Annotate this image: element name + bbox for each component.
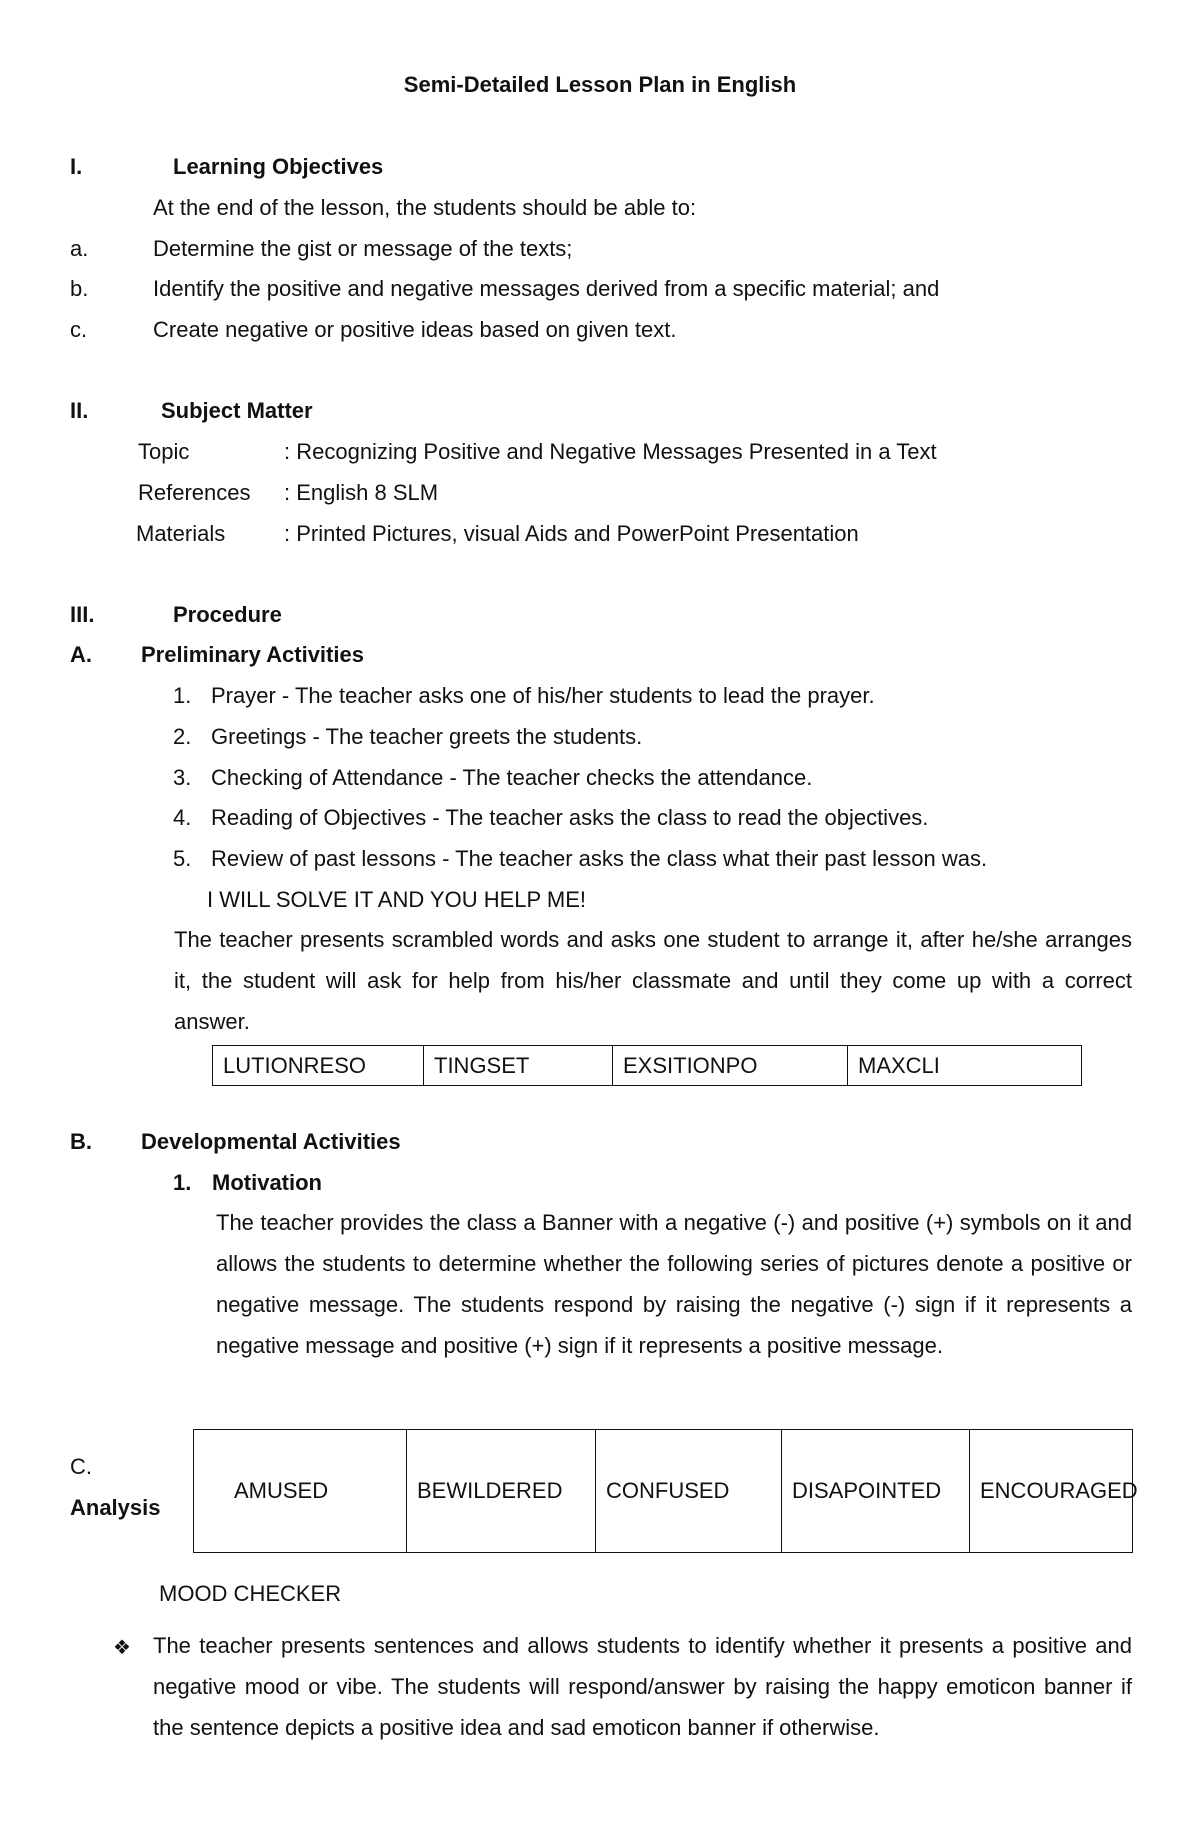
objectives-intro: At the end of the lesson, the students should be able to:: [153, 195, 697, 220]
analysis-bullet-text: The teacher presents sentences and allows students to identify whether it presents a positive and negative mood or vibe. The students will respond/answer by raising the happy emoticon banner if the sentence depicts a positive idea and sad emoticon banner if otherwise.: [153, 1633, 1132, 1740]
step-number: 3.: [173, 765, 192, 790]
subject-label-materials: Materials: [136, 521, 226, 546]
mood-word-cell: BEWILDERED: [407, 1430, 596, 1553]
page-title: Semi-Detailed Lesson Plan in English: [403, 72, 797, 97]
part-a-letter: A.: [70, 642, 92, 667]
subject-value-references: : English 8 SLM: [284, 480, 439, 505]
subject-value-materials: : Printed Pictures, visual Aids and PowerPoint Presentation: [284, 521, 859, 546]
table-row: [213, 1046, 1082, 1086]
section-1-numeral: I.: [70, 154, 83, 179]
step-text: Greetings - The teacher greets the students.: [211, 724, 643, 749]
step-text: Reading of Objectives - The teacher asks the class to read the objectives.: [211, 805, 929, 830]
table-row: [194, 1430, 1133, 1553]
mood-words-table: [193, 1429, 1138, 1553]
mood-checker-label: MOOD CHECKER: [159, 1581, 342, 1606]
mood-word-cell: DISAPOINTED: [782, 1430, 970, 1553]
step-text: Review of past lessons - The teacher asks the class what their past lesson was.: [211, 846, 988, 871]
diamond-bullet-icon: ❖: [113, 1637, 131, 1659]
step-number: 5.: [173, 846, 192, 871]
part-a-heading: Preliminary Activities: [141, 642, 364, 667]
section-2-heading: Subject Matter: [161, 398, 313, 423]
objective-text: Determine the gist or message of the texts;: [153, 236, 573, 261]
step-number: 1.: [173, 683, 192, 708]
step-text: Checking of Attendance - The teacher checks the attendance.: [211, 765, 813, 790]
scrambled-word-cell: MAXCLI: [848, 1046, 1082, 1086]
section-2-numeral: II.: [70, 398, 89, 423]
objective-letter: a.: [70, 236, 89, 261]
section-1-heading: Learning Objectives: [173, 154, 384, 179]
part-c-letter: C.: [70, 1454, 92, 1479]
subject-value-topic: : Recognizing Positive and Negative Messages Presented in a Text: [284, 439, 937, 464]
objective-letter: b.: [70, 276, 89, 301]
step-number: 4.: [173, 805, 192, 830]
game-title: I WILL SOLVE IT AND YOU HELP ME!: [207, 887, 587, 912]
step-text: Prayer - The teacher asks one of his/her students to lead the prayer.: [211, 683, 875, 708]
objective-text: Identify the positive and negative messages derived from a specific material; and: [153, 276, 940, 301]
subject-label-topic: Topic: [138, 439, 190, 464]
objective-text: Create negative or positive ideas based on given text.: [153, 317, 677, 342]
mood-word-cell: AMUSED: [194, 1430, 407, 1553]
part-c-heading: Analysis: [70, 1495, 161, 1520]
objective-letter: c.: [70, 317, 88, 342]
section-3-numeral: III.: [70, 602, 95, 627]
motivation-number: 1.: [173, 1170, 192, 1195]
section-3-heading: Procedure: [173, 602, 282, 627]
scrambled-word-cell: TINGSET: [424, 1046, 613, 1086]
subject-label-references: References: [138, 480, 251, 505]
step-number: 2.: [173, 724, 192, 749]
part-b-letter: B.: [70, 1129, 92, 1154]
mood-word-cell: CONFUSED: [596, 1430, 782, 1553]
motivation-heading: Motivation: [212, 1170, 322, 1195]
mood-word-cell: ENCOURAGED: [970, 1430, 1133, 1553]
scrambled-word-cell: LUTIONRESO: [213, 1046, 424, 1086]
motivation-text: The teacher provides the class a Banner with a negative (-) and positive (+) symbols on it and allows the students to determine whether the following series of pictures denote a positive or negative message. The students respond by raising the negative (-) sign if it represents a negative message and positive (+) sign if it represents a positive message.: [216, 1210, 1132, 1358]
scrambled-words-table: [212, 1045, 1082, 1086]
game-description: The teacher presents scrambled words and asks one student to arrange it, after he/she arranges it, the student will ask for help from his/her classmate and until they come up with a correct answer.: [174, 927, 1132, 1034]
scrambled-word-cell: EXSITIONPO: [613, 1046, 848, 1086]
part-b-heading: Developmental Activities: [141, 1129, 401, 1154]
